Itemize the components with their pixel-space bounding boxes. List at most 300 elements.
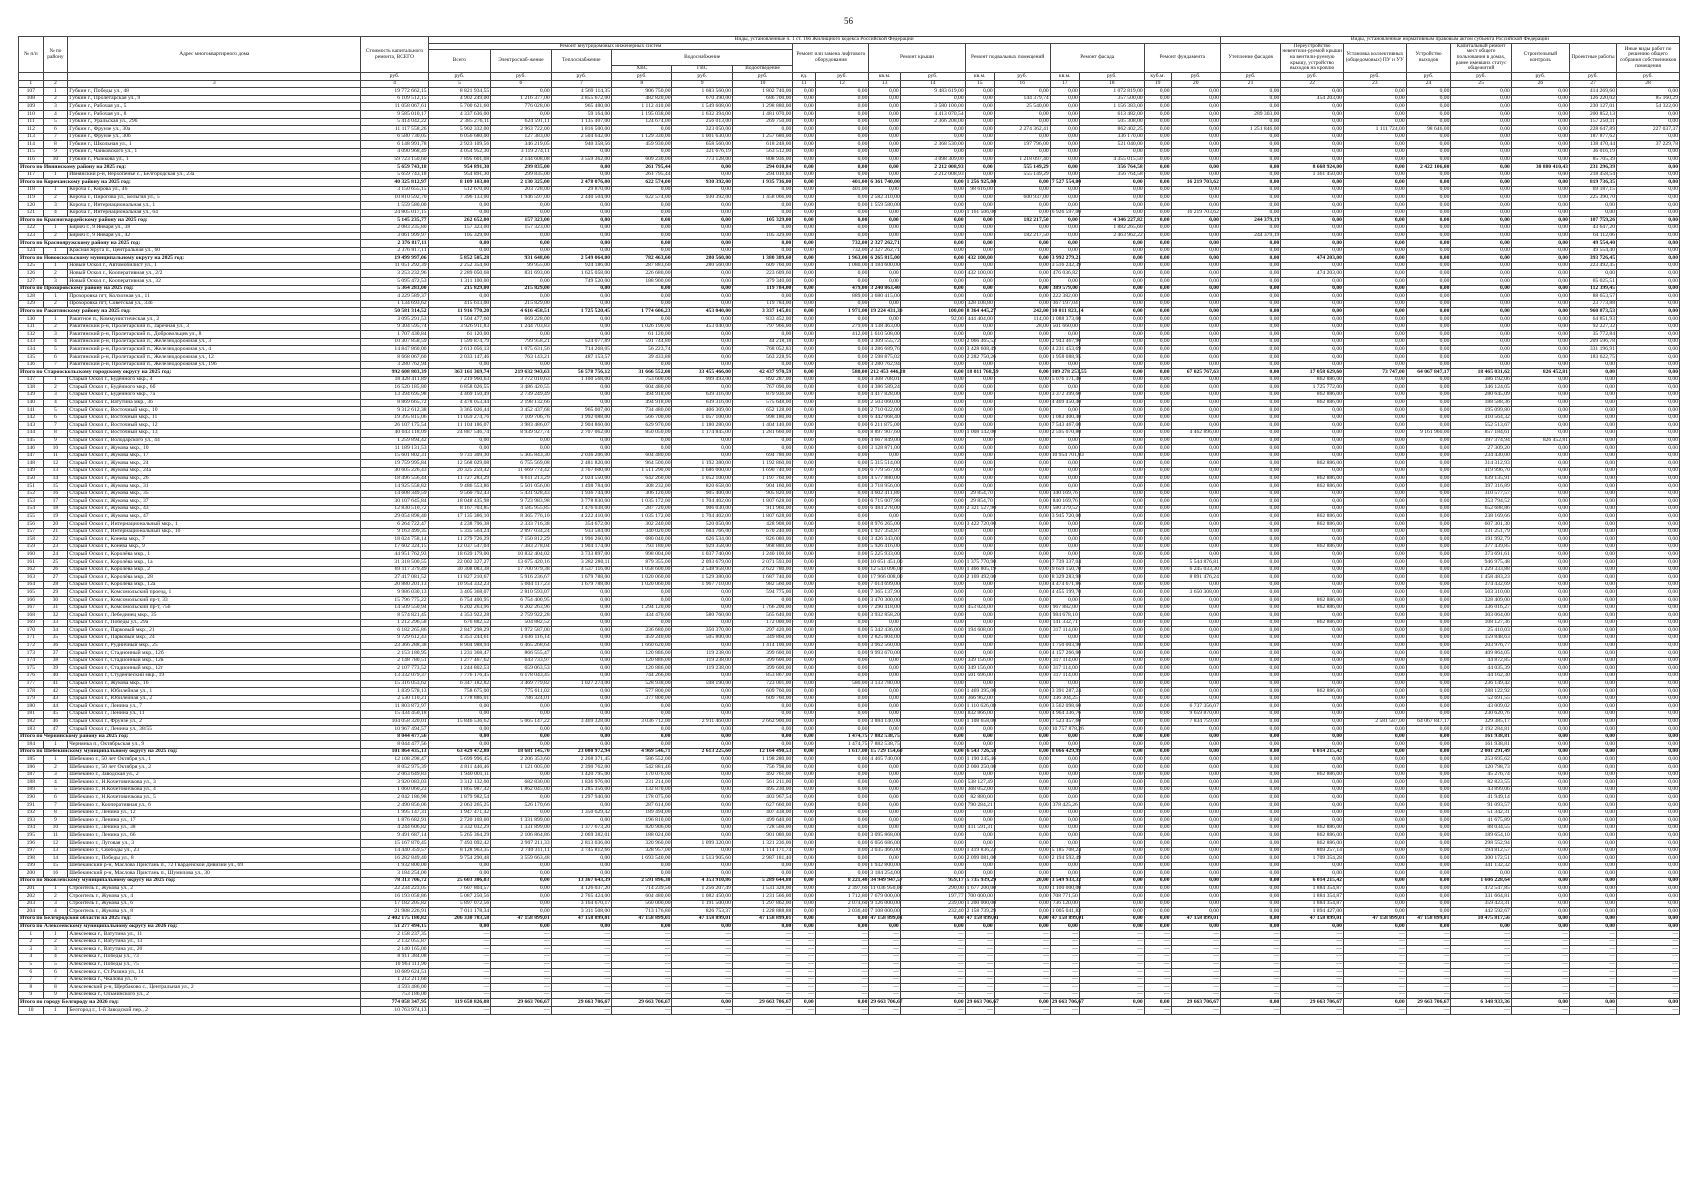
value-cell: 0,00 (1616, 786, 1679, 794)
row-number: 3 (19, 946, 44, 954)
district-number: 1 (43, 171, 68, 179)
value-cell: 0,00 (551, 710, 611, 718)
value-cell: 0,00 (1144, 756, 1171, 764)
value-cell: 0,00 (1079, 308, 1144, 316)
value-cell: 998 180,00 (732, 414, 792, 422)
value-cell: 2 268 371,45 (551, 756, 611, 764)
value-cell: 0,00 (900, 407, 965, 415)
district-number: 2 (43, 384, 68, 392)
value-cell: 0,00 (1616, 452, 1679, 460)
subtotal-row (19, 164, 1680, 172)
value-cell: 0,00 (672, 202, 732, 210)
value-cell: 0,00 (672, 247, 732, 255)
column-number-cell: 4 (361, 80, 428, 88)
value-cell: 6 014 215,42 (1281, 877, 1344, 885)
address-cell: Старый Оскол г., Юбилейная ул., 2 (68, 695, 361, 703)
value-cell: 0,00 (1144, 672, 1171, 680)
value-cell: 0,00 (1343, 840, 1406, 848)
value-cell: 317 114,00 (1050, 672, 1079, 680)
value-cell: 0,00 (1281, 103, 1344, 111)
value-cell: 0,00 (1343, 741, 1406, 749)
value-cell: — (551, 991, 611, 999)
value-cell: 406 309,00 (672, 407, 732, 415)
value-cell: 1 244 703,83 (491, 323, 551, 331)
value-cell: 0,00 (1406, 88, 1451, 96)
value-cell: 0,00 (1569, 885, 1616, 893)
row-number: 172 (19, 642, 44, 650)
value-cell: 0,00 (1451, 111, 1511, 119)
value-cell: 0,00 (1569, 794, 1616, 802)
value-cell: 0,00 (1079, 893, 1144, 901)
value-cell: 1 935 736,00 (732, 179, 792, 187)
value-cell: 0,00 (1616, 574, 1679, 582)
unit-cell: руб. (1406, 73, 1451, 81)
value-cell: 1 377 673,20 (551, 824, 611, 832)
value-cell: 1 750 003,90 (1051, 642, 1082, 649)
value-cell: 194 608,00 (965, 627, 994, 635)
value-cell: 0,00 (491, 726, 551, 734)
value-cell: 8 365 776,10 (491, 513, 551, 521)
value-cell: 0,00 (1171, 908, 1220, 916)
value-cell: 0,00 (1079, 771, 1144, 779)
value-cell: 0,00 (994, 467, 1050, 475)
value-cell: 0,00 (1079, 445, 1144, 453)
value-cell: 0,00 (869, 703, 900, 711)
value-cell: 0,00 (1616, 316, 1679, 324)
value-cell: — (551, 969, 611, 977)
value-cell: 0,00 (1281, 232, 1344, 240)
value-cell: 0,00 (1144, 657, 1171, 665)
value-cell: — (1406, 961, 1451, 969)
value-cell: 0,00 (551, 164, 611, 172)
value-cell: 879 936,00 (732, 391, 792, 399)
value-cell: 0,00 (1511, 619, 1569, 627)
value-cell: 195 099,80 (1451, 407, 1511, 415)
value-cell: 0,00 (1406, 262, 1451, 270)
value-cell: 0,00 (994, 331, 1050, 339)
value-cell: 328 957,00 (612, 847, 672, 855)
address-cell: Ракитянский р-н, Пролетарский п., Железнодорожная ул., 12 (68, 354, 361, 362)
value-cell: 0,00 (1616, 847, 1679, 855)
value-cell: 0,00 (1511, 771, 1569, 779)
value-cell: 0,00 (1569, 498, 1616, 506)
value-cell: 0,00 (672, 224, 732, 232)
value-cell: 0,00 (1050, 103, 1079, 111)
value-cell: 61 120,00 (428, 331, 491, 339)
district-number: 8 (43, 429, 68, 437)
district-number: 8 (43, 984, 68, 992)
value-cell: 253 695,62 (1451, 756, 1511, 764)
value-cell: 11 051 292,39 (361, 262, 428, 270)
value-cell: 0,00 (1281, 581, 1344, 589)
value-cell: 3 312 132,00 (428, 779, 491, 787)
value-cell: 0,00 (551, 672, 611, 680)
value-cell: 0,00 (1616, 323, 1679, 331)
value-cell: 0,00 (994, 574, 1050, 582)
value-cell: 0,00 (1079, 634, 1144, 642)
value-cell: 0,00 (1050, 475, 1079, 483)
value-cell: 0,00 (1569, 376, 1616, 384)
value-cell: 524 077,89 (551, 338, 611, 346)
value-cell: 340 020,00 (612, 528, 672, 536)
value-cell: 0,00 (1171, 391, 1220, 399)
value-cell: 44 951 762,93 (361, 551, 428, 559)
table-row (19, 817, 1680, 825)
value-cell: 0,00 (1616, 536, 1679, 544)
value-cell: 0,00 (1281, 817, 1344, 825)
value-cell: 238 169,66 (1451, 513, 1511, 521)
row-number: 184 (19, 741, 44, 749)
value-cell: 10 689 624,51 (361, 969, 428, 977)
value-cell: — (900, 931, 965, 939)
value-cell: 0,00 (900, 354, 965, 362)
value-cell: 7 493 092,42 (428, 840, 491, 848)
value-cell: 0,00 (1406, 407, 1451, 415)
value-cell: 0,00 (491, 232, 551, 240)
value-cell: 0,00 (1451, 308, 1511, 316)
unit-cell: руб. (1343, 73, 1406, 81)
value-cell: 0,00 (1616, 855, 1679, 863)
value-cell: 0,00 (1569, 877, 1616, 885)
value-cell: 0,00 (1079, 247, 1144, 255)
value-cell: 0,00 (672, 300, 732, 308)
table-row (19, 771, 1680, 779)
value-cell: 0,00 (965, 589, 994, 597)
value-cell: 0,00 (1079, 923, 1144, 931)
value-cell: 0,00 (815, 384, 869, 392)
value-cell: 0,00 (1569, 634, 1616, 642)
value-cell: 37 229,78 (1616, 141, 1679, 149)
value-cell: 905 400,00 (672, 490, 732, 498)
value-cell: 354 672,00 (551, 521, 611, 529)
table-row (19, 741, 1680, 749)
value-cell: 0,00 (1569, 915, 1616, 923)
value-cell: 6 211 875,00 (870, 421, 900, 428)
column-number-cell: 24 (1406, 80, 1451, 88)
value-cell: 476 036,82 (1050, 270, 1079, 278)
value-cell: — (1281, 976, 1344, 984)
value-cell: 1 174 845,00 (672, 429, 732, 437)
value-cell: 0,00 (900, 505, 965, 513)
value-cell: 4 413 070,54 (900, 111, 965, 119)
value-cell: 0,00 (672, 278, 732, 286)
value-cell: 0,00 (869, 672, 900, 680)
value-cell: 0,00 (965, 156, 994, 164)
value-cell: 0,00 (732, 247, 792, 255)
value-cell: 368 052,00 (965, 786, 994, 794)
value-cell: 299 835,00 (491, 171, 551, 179)
district-number: 6 (43, 126, 68, 134)
value-cell: 0,00 (1616, 437, 1679, 445)
value-cell: 0,00 (1281, 247, 1344, 255)
column-number-cell: 12 (815, 80, 869, 88)
value-cell: 0,00 (1220, 331, 1280, 339)
value-cell: 331 196,91 (1569, 346, 1616, 354)
table-row (19, 597, 1680, 605)
value-cell: 0,00 (1616, 88, 1679, 96)
value-cell: 0,00 (551, 247, 611, 255)
table-row (19, 331, 1680, 339)
value-cell: 0,00 (1616, 999, 1679, 1007)
value-cell: 0,00 (1616, 376, 1679, 384)
value-cell: 2 327 262,71 (870, 247, 900, 254)
value-cell: 0,00 (1144, 999, 1171, 1007)
value-cell: 482 820,00 (612, 95, 672, 103)
district-number: 6 (43, 969, 68, 977)
value-cell: — (1079, 969, 1144, 977)
value-cell: 0,00 (793, 300, 815, 308)
value-cell: 0,00 (815, 543, 869, 551)
value-cell: 0,00 (1511, 255, 1569, 263)
value-cell: 965 007,00 (551, 407, 611, 415)
value-cell: 0,00 (965, 414, 994, 422)
value-cell: 0,00 (551, 642, 611, 650)
address-cell: Прохоровка пгт, Советская ул., 33б (68, 300, 361, 308)
value-cell: 0,00 (1079, 559, 1144, 567)
value-cell: 1 946 597,00 (491, 194, 551, 202)
table-row (19, 156, 1680, 164)
value-cell: 0,00 (1220, 103, 1280, 111)
value-cell: 0,00 (900, 726, 965, 734)
value-cell: — (965, 991, 994, 999)
value-cell: 0,00 (1220, 308, 1280, 316)
value-cell: 0,00 (900, 300, 965, 308)
column-number-cell: 18 (1079, 80, 1144, 88)
value-cell: 0,00 (869, 156, 900, 164)
value-cell: 0,00 (965, 733, 994, 741)
value-cell: 0,00 (1220, 391, 1280, 399)
column-number-cell: 3 (68, 80, 361, 88)
value-cell: 0,00 (1406, 346, 1451, 354)
value-cell: 0,00 (1079, 483, 1144, 491)
address-cell: Старый Оскол г., Стадионный мкр., 12г (68, 665, 361, 673)
value-cell: — (1451, 969, 1511, 977)
value-cell: 29 663 706,67 (732, 999, 792, 1007)
value-cell: 1 836 976,00 (551, 779, 611, 787)
value-cell: 0,00 (900, 429, 965, 437)
table-row (19, 695, 1680, 703)
value-cell: 0,00 (815, 460, 869, 468)
value-cell: 0,00 (1569, 627, 1616, 635)
value-cell: 0,00 (793, 407, 815, 415)
value-cell: 2 000 250,00 (966, 763, 997, 770)
value-cell: 0,00 (1144, 88, 1171, 96)
value-cell: 0,00 (1144, 148, 1171, 156)
value-cell: 0,00 (1079, 627, 1144, 635)
value-cell: 0,00 (1511, 597, 1569, 605)
value-cell: 0,00 (900, 589, 965, 597)
value-cell: 1 375 770,90 (966, 558, 997, 565)
value-cell: 0,00 (612, 619, 672, 627)
district-number: 26 (43, 566, 68, 574)
value-cell: 0,00 (869, 171, 900, 179)
value-cell: 54 322,00 (1616, 103, 1679, 111)
value-cell: 0,00 (1616, 612, 1679, 620)
value-cell: 88 034,55 (1451, 824, 1511, 832)
value-cell: 0,00 (1079, 262, 1144, 270)
value-cell: 0,00 (1406, 255, 1451, 263)
value-cell: 0,00 (815, 695, 869, 703)
value-cell: 0,00 (1343, 262, 1406, 270)
value-cell: 2 581 587,00 (1343, 718, 1406, 726)
table-row (19, 900, 1680, 908)
value-cell: 0,00 (1343, 695, 1406, 703)
value-cell: 0,00 (1171, 118, 1220, 126)
table-row (19, 247, 1680, 255)
value-cell: 0,00 (491, 870, 551, 878)
value-cell: 0,00 (1171, 695, 1220, 703)
value-cell: 0,00 (1281, 695, 1344, 703)
value-cell: 0,00 (491, 733, 551, 741)
value-cell: 0,00 (965, 361, 994, 369)
value-cell: 0,00 (1451, 255, 1511, 263)
value-cell: 3 486 420,55 (491, 384, 551, 392)
value-cell: 320 960,00 (612, 840, 672, 848)
value-cell: 0,00 (551, 437, 611, 445)
value-cell: 0,00 (1171, 300, 1220, 308)
value-cell: 0,00 (672, 809, 732, 817)
value-cell: 924 186,00 (551, 262, 611, 270)
value-cell: 0,00 (551, 171, 611, 179)
table-row (19, 194, 1680, 202)
value-cell: 112 399,45 (1569, 285, 1616, 293)
district-number: 8 (43, 809, 68, 817)
address-cell: Губкин г., Уральская ул., 29б (68, 118, 361, 126)
value-cell: 0,00 (732, 331, 792, 339)
value-cell: 0,00 (1281, 718, 1344, 726)
value-cell: — (1079, 931, 1144, 939)
value-cell: 0,00 (1451, 179, 1511, 187)
row-number: 197 (19, 847, 44, 855)
value-cell: 782 463,60 (612, 255, 672, 263)
value-cell: 808 936,00 (732, 156, 792, 164)
value-cell: 753 600,00 (612, 376, 672, 384)
value-cell: 0,00 (965, 832, 994, 840)
value-cell: 0,00 (1171, 171, 1220, 179)
value-cell: 0,00 (491, 293, 551, 301)
value-cell: 0,00 (551, 703, 611, 711)
value-cell: 0,00 (551, 202, 611, 210)
district-number: 3 (43, 391, 68, 399)
value-cell: 0,00 (612, 923, 672, 931)
value-cell: 0,00 (672, 847, 732, 855)
value-cell: 1 229 333,88 (1451, 566, 1511, 574)
value-cell: 1 020 060,00 (612, 574, 672, 582)
district-number: 28 (43, 581, 68, 589)
district-number: 47 (43, 726, 68, 734)
value-cell: 44 035,39 (1451, 665, 1511, 673)
value-cell: 0,00 (900, 688, 965, 696)
value-cell: 7 109 706,76 (491, 414, 551, 422)
value-cell: 1 321 236,00 (732, 840, 792, 848)
value-cell: 232,40 (900, 908, 965, 916)
value-cell: 0,00 (900, 202, 965, 210)
value-cell: 0,00 (551, 733, 611, 741)
value-cell: 0,00 (1079, 840, 1144, 848)
value-cell: 0,00 (1616, 824, 1679, 832)
value-cell: 0,00 (1050, 384, 1079, 392)
value-cell: 0,00 (1343, 642, 1406, 650)
value-cell: 4 244 606,82 (361, 824, 428, 832)
value-cell: 0,00 (1220, 490, 1280, 498)
value-cell: 2 739 249,49 (491, 391, 551, 399)
value-cell: — (551, 953, 611, 961)
value-cell: 0,00 (1144, 748, 1171, 756)
value-cell: 862 886,00 (1281, 475, 1344, 483)
value-cell: 0,00 (491, 923, 551, 931)
value-cell: 12 830 510,72 (361, 505, 428, 513)
value-cell: 0,00 (1343, 156, 1406, 164)
value-cell: 0,00 (815, 429, 869, 437)
table-body (19, 88, 1680, 1014)
value-cell: 1 660 620,00 (612, 642, 672, 650)
value-cell: 0,00 (1050, 870, 1079, 878)
value-cell: 0,00 (1220, 498, 1280, 506)
value-cell: 2 036 206,00 (551, 452, 611, 460)
value-cell: 0,00 (1343, 604, 1406, 612)
value-cell: 0,00 (491, 240, 551, 248)
value-cell: 1 212 296,58 (361, 619, 428, 627)
value-cell: — (1406, 969, 1451, 977)
address-cell: Старый Оскол г., Комсомольский пр-т, 33 (68, 597, 361, 605)
value-cell: 0,00 (1343, 361, 1406, 369)
column-number-cell: 5 (428, 80, 491, 88)
value-cell: — (965, 984, 994, 992)
value-cell: 3 920 083,03 (361, 779, 428, 787)
value-cell: 0,00 (994, 186, 1050, 194)
value-cell: 0,00 (1079, 521, 1144, 529)
value-cell: 6 202 263,96 (491, 604, 551, 612)
value-cell: 0,00 (1171, 475, 1220, 483)
value-cell: 3 469 779,82 (491, 680, 551, 688)
value-cell: 442 592,67 (1451, 908, 1511, 916)
value-cell: 0,00 (1343, 521, 1406, 529)
value-cell: 1 774 606,23 (612, 308, 672, 316)
value-cell: 1 297 940,00 (551, 794, 611, 802)
value-cell: 13 675 420,16 (491, 559, 551, 567)
value-cell: 11 827 210,67 (428, 574, 491, 582)
value-cell: 0,00 (1220, 460, 1280, 468)
value-cell: 377 439,85 (1451, 543, 1511, 551)
value-cell: 982 560,00 (732, 581, 792, 589)
value-cell: 1 458 483,23 (1451, 574, 1511, 582)
row-number: 196 (19, 840, 44, 848)
value-cell: 0,00 (1569, 483, 1616, 491)
value-cell: 1 481 070,00 (732, 111, 792, 119)
value-cell: 0,00 (1144, 429, 1171, 437)
col-basement: Ремонт подвальных помещений (965, 43, 1050, 72)
value-cell: 0,00 (1511, 566, 1569, 574)
value-cell: 14 608 349,59 (361, 490, 428, 498)
value-cell: 2 376 817,11 (361, 247, 428, 255)
value-cell: 0,00 (1144, 156, 1171, 164)
address-cell: Старый Оскол г., Интернациональный мкр., 10 (68, 528, 361, 536)
value-cell: 1 240 100,00 (732, 551, 792, 559)
value-cell: 0,00 (1343, 680, 1406, 688)
value-cell: 0,00 (1144, 217, 1171, 225)
column-number-cell: 19 (1144, 80, 1171, 88)
value-cell: 0,00 (965, 285, 994, 293)
value-cell: 0,00 (900, 467, 965, 475)
value-cell: 4 346 227,82 (1079, 217, 1144, 225)
value-cell: 0,00 (1511, 483, 1569, 491)
table-row (19, 718, 1680, 726)
value-cell: 0,00 (994, 247, 1050, 255)
value-cell: 349 156,00 (965, 665, 994, 673)
address-cell: Старый Оскол г., Стадионный мкр., 12в (68, 657, 361, 665)
value-cell: 0,00 (994, 642, 1050, 650)
value-cell: 0,00 (869, 619, 900, 627)
